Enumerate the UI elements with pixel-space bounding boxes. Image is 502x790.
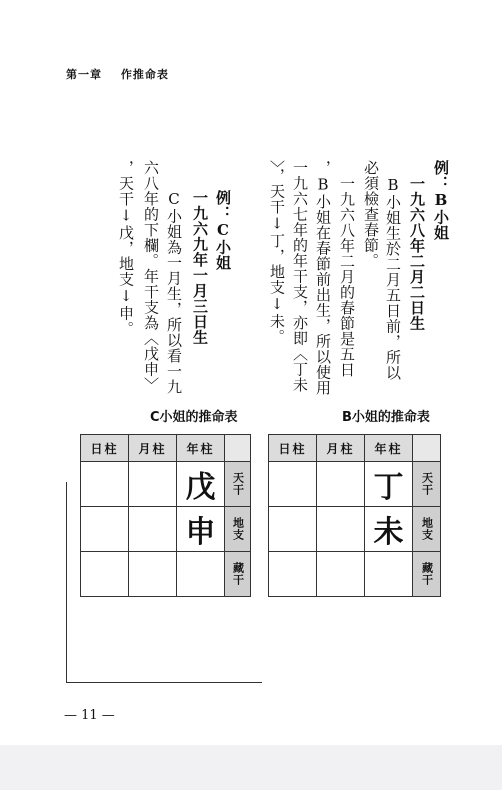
- table-b-month-hidden: [317, 552, 365, 597]
- example-b-line-1: B小姐生於二月五日前，所以: [384, 176, 402, 381]
- example-c-line-3: ，天干↓戊，地支↓申。: [117, 160, 135, 337]
- table-b-row-label-branch: 地支: [413, 507, 441, 552]
- table-b-row-label-stem: 天干: [413, 462, 441, 507]
- page-number: — 11 —: [64, 708, 115, 723]
- example-b-line-2: 必須檢查春節。: [362, 160, 380, 269]
- table-b-month-stem: [317, 462, 365, 507]
- example-c-date: 一九六九年一月三日生: [191, 190, 209, 345]
- table-b-row-stem: [269, 462, 441, 507]
- table-c-year-stem: 戊: [177, 462, 225, 507]
- table-b-row-label-hidden: 藏干: [413, 552, 441, 597]
- table-b-row-hidden: [269, 552, 441, 597]
- table-c-title: C小姐的推命表: [150, 410, 238, 425]
- table-b-year-stem: 丁: [365, 462, 413, 507]
- table-c-corner: [225, 435, 251, 462]
- table-c-col-year: 年柱: [177, 435, 225, 462]
- table-b-title: B小姐的推命表: [342, 410, 430, 425]
- chapter-title: 作推命表: [120, 68, 169, 81]
- example-b-heading: 例：B小姐: [432, 160, 450, 241]
- example-b-line-5: 一九六七年的年干支，亦即〈丁未: [291, 160, 309, 393]
- table-c-row-label-hidden: 藏干: [225, 552, 251, 597]
- page-edge-background: [0, 745, 502, 790]
- table-b-header-row: [269, 435, 441, 462]
- table-c-row-label-branch: 地支: [225, 507, 251, 552]
- table-b-col-year: 年柱: [365, 435, 413, 462]
- table-b-year-branch: 未: [365, 507, 413, 552]
- table-c-col-day: 日柱: [81, 435, 129, 462]
- table-c-year-branch: 申: [177, 507, 225, 552]
- table-c-row-label-stem: 天干: [225, 462, 251, 507]
- chapter-label: 第一章: [66, 68, 102, 81]
- table-b-year-hidden: [365, 552, 413, 597]
- example-b-date: 一九六八年二月二日生: [408, 176, 426, 331]
- left-bracket-line: [66, 482, 262, 683]
- table-b-corner: [413, 435, 441, 462]
- example-b-line-3: 一九六八年二月的春節是五日: [338, 176, 356, 378]
- table-b-day-stem: [269, 462, 317, 507]
- table-b-month-branch: [317, 507, 365, 552]
- table-b-day-branch: [269, 507, 317, 552]
- example-c-line-1: C小姐為一月生，所以看一九: [165, 190, 183, 395]
- table-c-col-month: 月柱: [129, 435, 177, 462]
- table-b-col-month: 月柱: [317, 435, 365, 462]
- table-c-header-row: [81, 435, 251, 462]
- example-c-line-2: 六八年的下欄。年干支為〈戊申〉: [142, 160, 160, 393]
- example-c-heading: 例：C小姐: [214, 190, 232, 271]
- table-b-row-branch: [269, 507, 441, 552]
- example-b-line-4: ，B小姐在春節前出生，所以使用: [314, 160, 332, 396]
- table-b-day-hidden: [269, 552, 317, 597]
- running-header: [66, 66, 169, 82]
- example-b-line-6: 〉，天干↓丁，地支↓未。: [268, 160, 286, 345]
- table-b-col-day: 日柱: [269, 435, 317, 462]
- table-b: [268, 434, 441, 597]
